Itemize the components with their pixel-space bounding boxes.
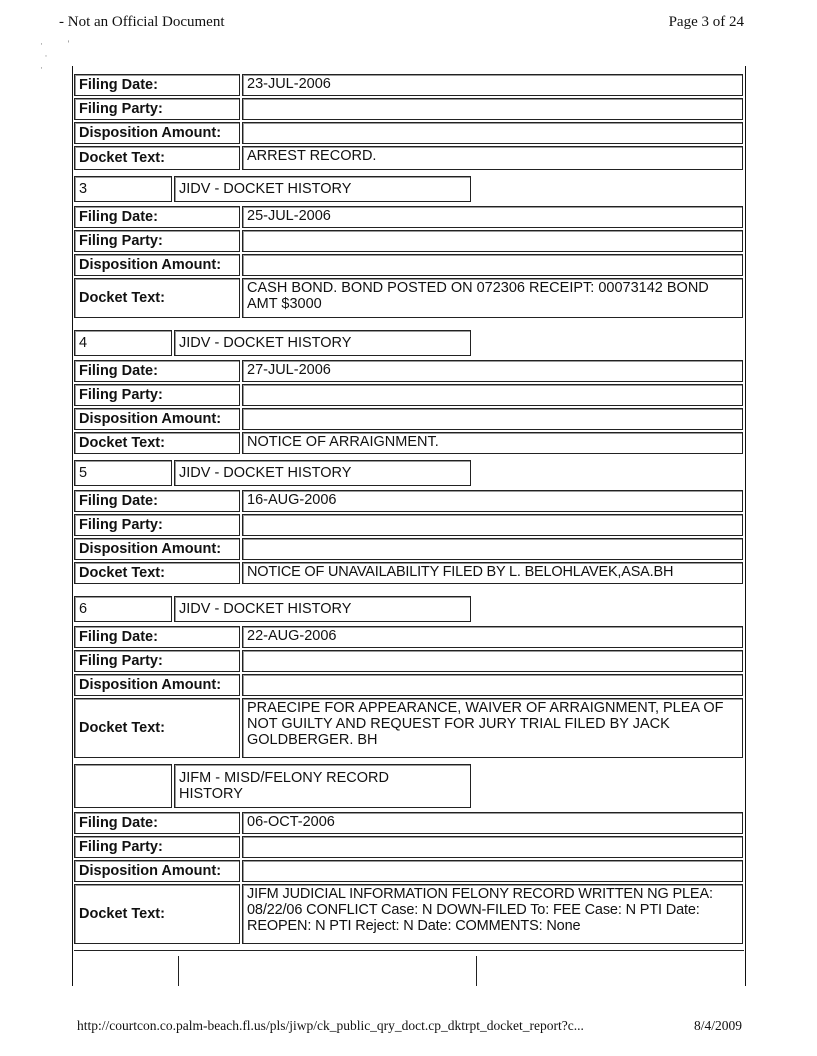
disposition-amount-value: [242, 122, 743, 144]
table-left-border: [72, 66, 73, 986]
filing-date-label: Filing Date:: [74, 360, 240, 382]
filing-date-label: Filing Date:: [74, 812, 240, 834]
scan-specks: · ' · ·: [40, 39, 70, 73]
docket-text-value: ARREST RECORD.: [242, 146, 743, 170]
docket-entry: [74, 328, 744, 458]
disposition-amount-label: Disposition Amount:: [74, 254, 240, 276]
docket-text-label: Docket Text:: [74, 146, 240, 170]
filing-party-label: Filing Party:: [74, 650, 240, 672]
docket-report: [72, 66, 747, 986]
disposition-amount-label: Disposition Amount:: [74, 538, 240, 560]
filing-party-value: [242, 230, 743, 252]
row-divider: [74, 950, 744, 951]
filing-party-label: Filing Party:: [74, 384, 240, 406]
filing-date-value: 23-JUL-2006: [242, 74, 743, 96]
filing-date-value: 16-AUG-2006: [242, 490, 743, 512]
entry-type: JIFM - MISD/FELONY RECORD HISTORY: [174, 764, 471, 808]
filing-date-label: Filing Date:: [74, 74, 240, 96]
disposition-amount-label: Disposition Amount:: [74, 408, 240, 430]
docket-text-value: JIFM JUDICIAL INFORMATION FELONY RECORD WRITTEN NG PLEA: 08/22/06 CONFLICT Case: N DOWN-FILED To: FEE Case: N PTI Date: REOPEN: N PTI Reject: N Date: COMMENTS: None: [242, 884, 743, 944]
entry-type: JIDV - DOCKET HISTORY: [174, 176, 471, 202]
disposition-amount-label: Disposition Amount:: [74, 122, 240, 144]
page-url: http://courtcon.co.palm-beach.fl.us/pls/jiwp/ck_public_qry_doct.cp_dktrpt_docket_report?c...: [77, 1018, 584, 1033]
docket-text-value: NOTICE OF ARRAIGNMENT.: [242, 432, 743, 454]
table-right-border: [745, 66, 746, 986]
docket-text-label: Docket Text:: [74, 278, 240, 318]
disposition-amount-value: [242, 538, 743, 560]
filing-party-value: [242, 650, 743, 672]
filing-party-value: [242, 98, 743, 120]
disposition-amount-label: Disposition Amount:: [74, 860, 240, 882]
docket-entry: [74, 762, 744, 948]
entry-sequence: [74, 764, 172, 808]
filing-date-value: 06-OCT-2006: [242, 812, 743, 834]
entry-sequence: 4: [74, 330, 172, 356]
filing-party-value: [242, 514, 743, 536]
disposition-amount-label: Disposition Amount:: [74, 674, 240, 696]
entry-sequence: 5: [74, 460, 172, 486]
filing-party-label: Filing Party:: [74, 230, 240, 252]
filing-date-label: Filing Date:: [74, 490, 240, 512]
column-divider: [178, 956, 179, 986]
docket-text-label: Docket Text:: [74, 698, 240, 758]
docket-entry: [74, 594, 744, 762]
filing-date-value: 22-AUG-2006: [242, 626, 743, 648]
disposition-amount-value: [242, 408, 743, 430]
column-divider: [476, 956, 477, 986]
filing-party-label: Filing Party:: [74, 514, 240, 536]
filing-date-value: 27-JUL-2006: [242, 360, 743, 382]
docket-text-value: NOTICE OF UNAVAILABILITY FILED BY L. BELOHLAVEK,ASA.BH: [242, 562, 743, 584]
docket-text-label: Docket Text:: [74, 562, 240, 584]
docket-entry-partial: [74, 950, 744, 986]
docket-text-label: Docket Text:: [74, 432, 240, 454]
filing-party-value: [242, 384, 743, 406]
entry-type: JIDV - DOCKET HISTORY: [174, 330, 471, 356]
filing-date-label: Filing Date:: [74, 206, 240, 228]
entry-type: JIDV - DOCKET HISTORY: [174, 596, 471, 622]
filing-party-label: Filing Party:: [74, 836, 240, 858]
filing-date-label: Filing Date:: [74, 626, 240, 648]
docket-text-value: PRAECIPE FOR APPEARANCE, WAIVER OF ARRAIGNMENT, PLEA OF NOT GUILTY AND REQUEST FOR JURY TRIAL FILED BY JACK GOLDBERGER. BH: [242, 698, 743, 758]
docket-entry: [74, 458, 744, 594]
filing-party-value: [242, 836, 743, 858]
docket-entry: [74, 174, 744, 330]
page-header-title: - Not an Official Document: [59, 14, 225, 30]
docket-text-label: Docket Text:: [74, 884, 240, 944]
disposition-amount-value: [242, 674, 743, 696]
entry-sequence: 6: [74, 596, 172, 622]
disposition-amount-value: [242, 860, 743, 882]
entry-type: JIDV - DOCKET HISTORY: [174, 460, 471, 486]
page-number: Page 3 of 24: [668, 14, 744, 30]
docket-text-value: CASH BOND. BOND POSTED ON 072306 RECEIPT: 00073142 BOND AMT $3000: [242, 278, 743, 318]
print-date: 8/4/2009: [693, 1018, 742, 1033]
disposition-amount-value: [242, 254, 743, 276]
docket-entry: [74, 66, 744, 174]
entry-sequence: 3: [74, 176, 172, 202]
filing-party-label: Filing Party:: [74, 98, 240, 120]
filing-date-value: 25-JUL-2006: [242, 206, 743, 228]
